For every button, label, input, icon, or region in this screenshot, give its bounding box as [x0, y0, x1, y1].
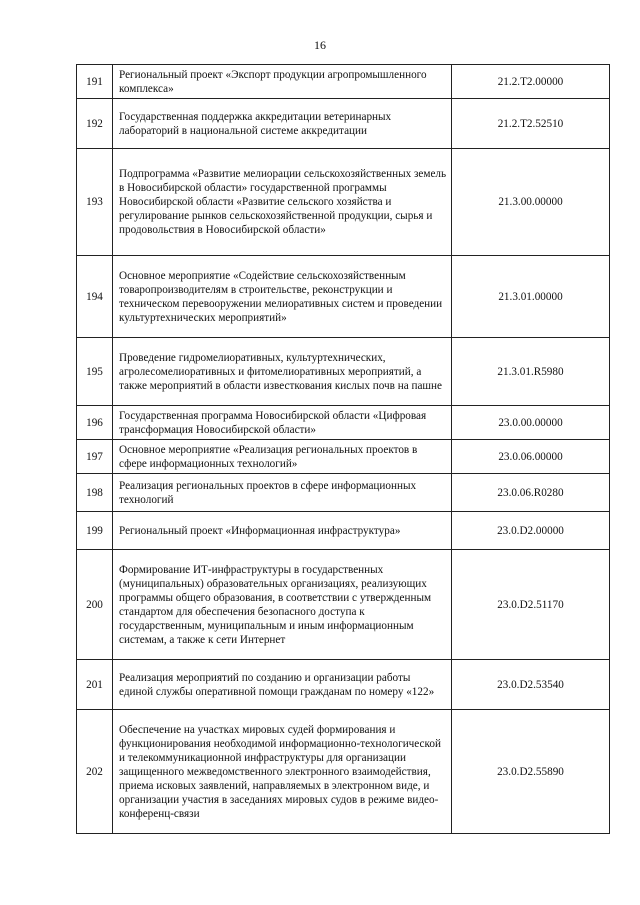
- row-code: 23.0.06.R0280: [452, 474, 610, 512]
- row-number: 195: [77, 338, 113, 406]
- row-name: Основное мероприятие «Реализация региональных проектов в сфере информационных технологий»: [113, 440, 452, 474]
- row-code: 23.0.D2.51170: [452, 550, 610, 660]
- budget-classification-table: [76, 64, 610, 834]
- table-row: [77, 550, 610, 660]
- row-name: Проведение гидромелиоративных, культуртехнических, агролесомелиоративных и фитомелиоративных мероприятий, а также мероприятий в области известкования кислых почв на пашне: [113, 338, 452, 406]
- row-code: 23.0.06.00000: [452, 440, 610, 474]
- row-code: 23.0.D2.00000: [452, 512, 610, 550]
- page-number: 16: [314, 38, 326, 52]
- row-code: 21.3.00.00000: [452, 149, 610, 256]
- table-row: [77, 256, 610, 338]
- row-number: 193: [77, 149, 113, 256]
- row-name: Государственная программа Новосибирской области «Цифровая трансформация Новосибирской области»: [113, 406, 452, 440]
- row-name: Основное мероприятие «Содействие сельскохозяйственным товаропроизводителям в строительстве, реконструкции и техническом перевооружении мелиоративных систем и проведении культуртехнических мероприятий»: [113, 256, 452, 338]
- row-number: 200: [77, 550, 113, 660]
- row-number: 194: [77, 256, 113, 338]
- row-code: 23.0.D2.53540: [452, 660, 610, 710]
- row-number: 192: [77, 99, 113, 149]
- table-row: [77, 440, 610, 474]
- row-code: 23.0.D2.55890: [452, 710, 610, 834]
- row-code: 23.0.00.00000: [452, 406, 610, 440]
- table-row: [77, 474, 610, 512]
- row-name: Государственная поддержка аккредитации ветеринарных лабораторий в национальной системе аккредитации: [113, 99, 452, 149]
- table-row: [77, 660, 610, 710]
- row-code: 21.3.01.00000: [452, 256, 610, 338]
- row-number: 191: [77, 65, 113, 99]
- row-name: Обеспечение на участках мировых судей формирования и функционирования необходимой информационно-технологической и телекоммуникационной инфраструктуры для организации защищенного межведомственного электронного взаимодействия, приема исковых заявлений, направляемых в электронном виде, и организации участия в заседаниях мировых судов в режиме видео-конференц-связи: [113, 710, 452, 834]
- row-name: Реализация мероприятий по созданию и организации работы единой службы оперативной помощи гражданам по номеру «122»: [113, 660, 452, 710]
- row-number: 202: [77, 710, 113, 834]
- row-number: 201: [77, 660, 113, 710]
- row-code: 21.3.01.R5980: [452, 338, 610, 406]
- row-name: Реализация региональных проектов в сфере информационных технологий: [113, 474, 452, 512]
- table-row: [77, 512, 610, 550]
- row-name: Региональный проект «Экспорт продукции агропромышленного комплекса»: [113, 65, 452, 99]
- row-number: 199: [77, 512, 113, 550]
- table-row: [77, 65, 610, 99]
- table-row: [77, 99, 610, 149]
- row-code: 21.2.Т2.52510: [452, 99, 610, 149]
- table-row: [77, 338, 610, 406]
- row-name: Подпрограмма «Развитие мелиорации сельскохозяйственных земель в Новосибирской области» государственной программы Новосибирской области «Развитие сельского хозяйства и регулирование рынков сельскохозяйственной продукции, сырья и продовольствия в Новосибирской области»: [113, 149, 452, 256]
- table-row: [77, 149, 610, 256]
- row-name: Региональный проект «Информационная инфраструктура»: [113, 512, 452, 550]
- row-number: 198: [77, 474, 113, 512]
- table-row: [77, 710, 610, 834]
- row-number: 197: [77, 440, 113, 474]
- row-number: 196: [77, 406, 113, 440]
- table-row: [77, 406, 610, 440]
- row-name: Формирование ИТ-инфраструктуры в государственных (муниципальных) образовательных организациях, реализующих программы общего образования, в соответствии с утвержденным стандартом для обеспечения безопасного доступа к государственным, муниципальным и иным информационным системам, а также к сети Интернет: [113, 550, 452, 660]
- row-code: 21.2.Т2.00000: [452, 65, 610, 99]
